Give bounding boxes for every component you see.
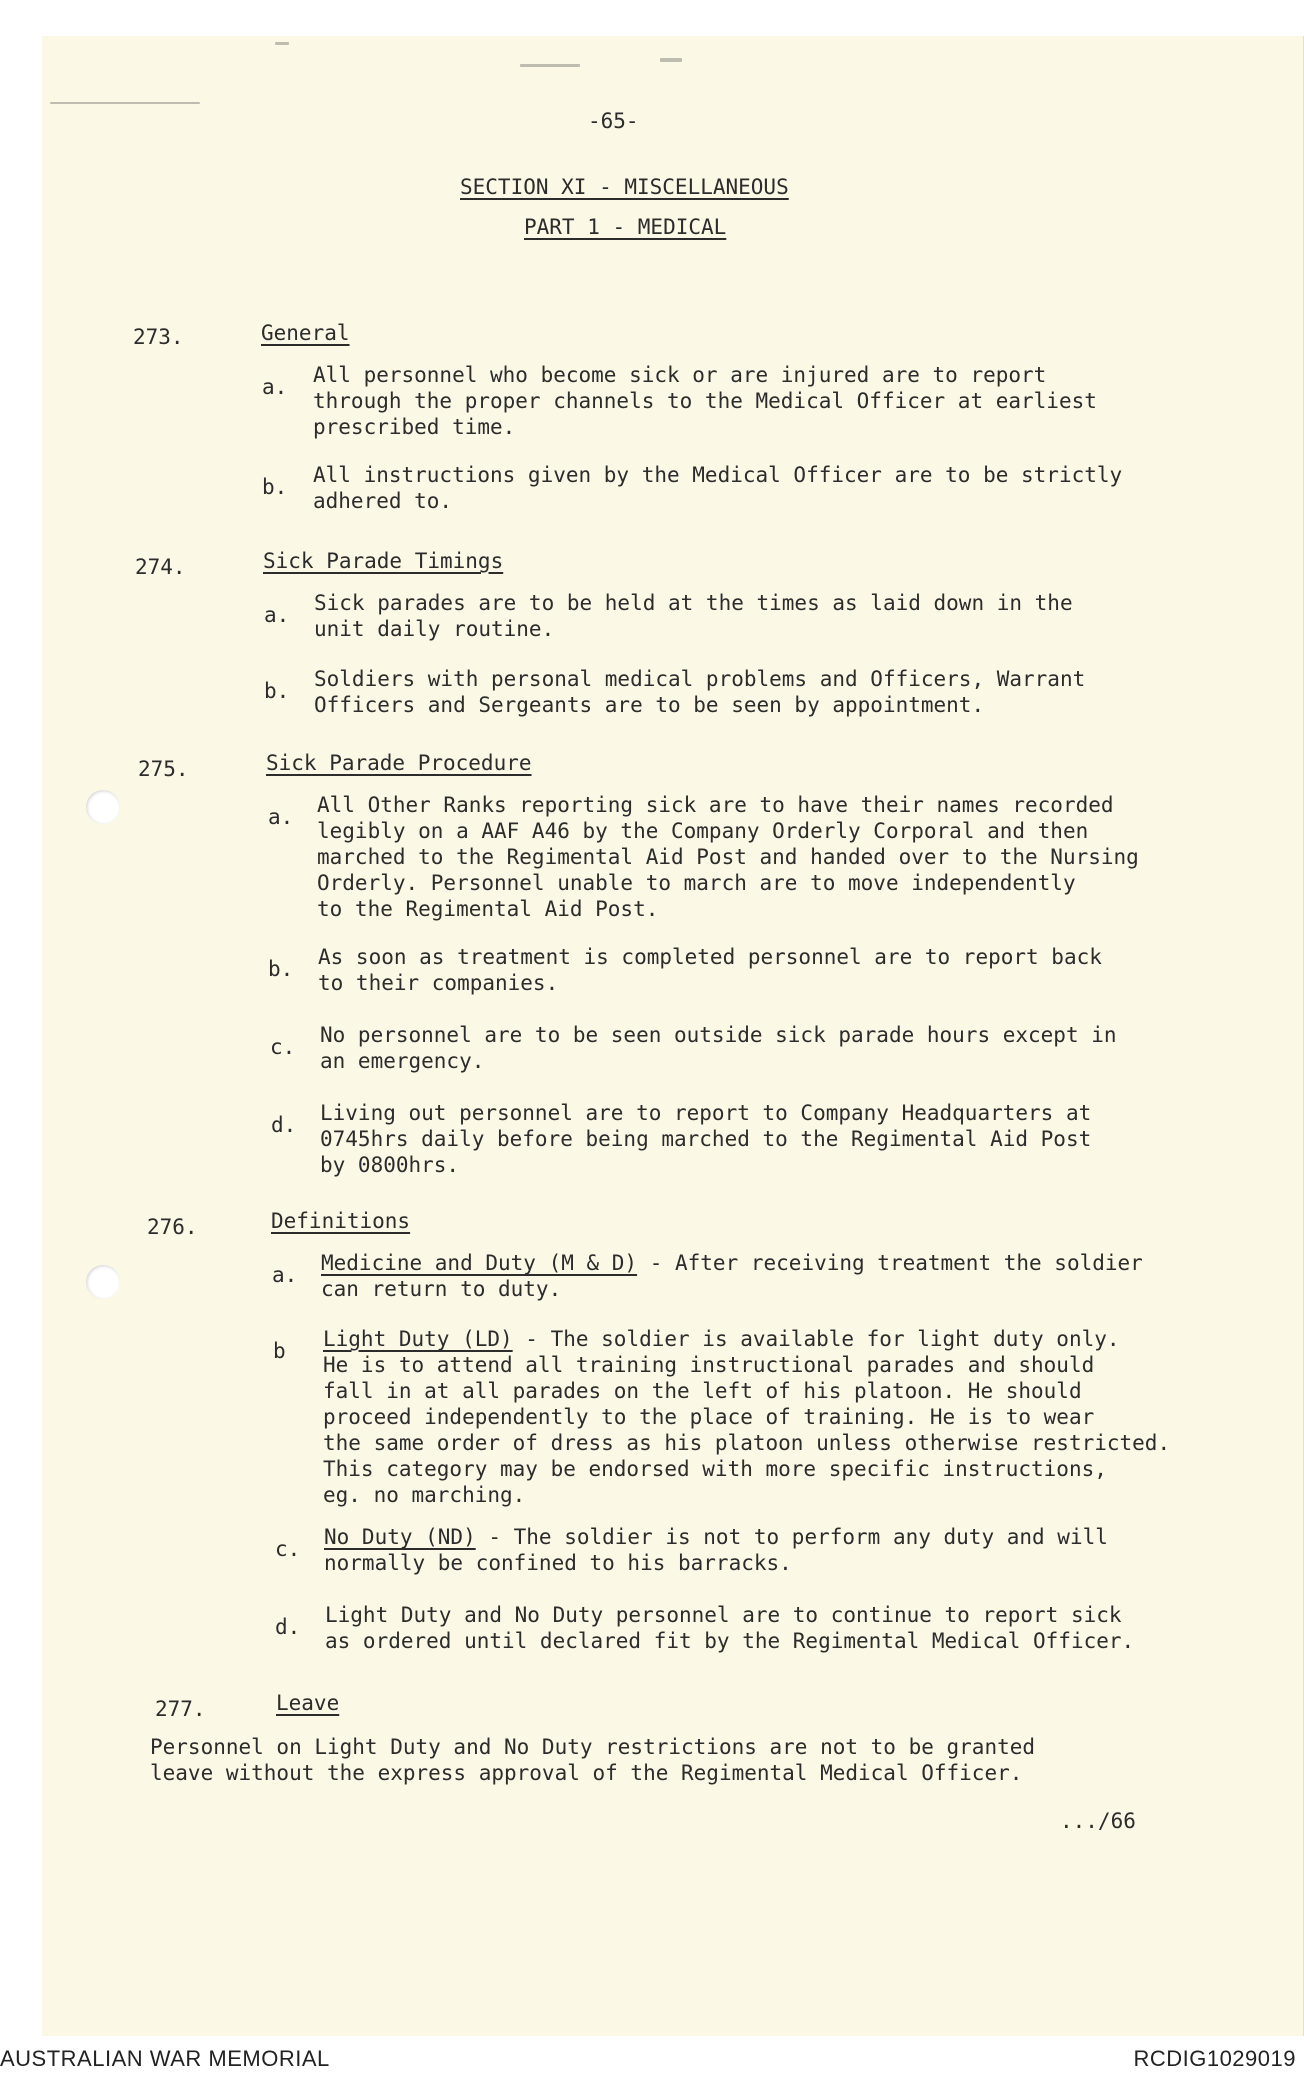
definition-text: - After receiving treatment the soldier can return to duty. bbox=[321, 1251, 1143, 1301]
item-letter: d. bbox=[275, 1615, 301, 1639]
item-letter: d. bbox=[271, 1113, 297, 1137]
paper-mark bbox=[520, 64, 580, 67]
item-text: All personnel who become sick or are injured are to report through the proper channels to the Medical Officer at earliest prescribed time. bbox=[313, 363, 1097, 439]
item-text: Light Duty and No Duty personnel are to continue to report sick as ordered until declared fit by the Regimental Medical Officer. bbox=[325, 1603, 1135, 1653]
item-letter: a. bbox=[272, 1263, 298, 1287]
definition-text: - The soldier is not to perform any duty and will normally be confined to his barracks. bbox=[324, 1525, 1108, 1575]
para-number-276: 276. bbox=[147, 1215, 198, 1239]
item-letter: b. bbox=[264, 679, 290, 703]
definition-text: - The soldier is available for light duty only. He is to attend all training instructional parades and should fall in at all parades on the left of his platoon. He should proceed independently to the place of training. He is to wear the same order of dress as his platoon unless otherwise restricted. This category may be endorsed with more specific instructions, eg. no marching. bbox=[323, 1327, 1171, 1507]
item-letter: b. bbox=[268, 957, 294, 981]
item-text: As soon as treatment is completed personnel are to report back to their companies. bbox=[318, 945, 1102, 995]
para-number-274: 274. bbox=[135, 555, 186, 579]
paper-mark bbox=[50, 102, 200, 104]
defined-term: Light Duty (LD) bbox=[323, 1327, 513, 1351]
item-letter: b. bbox=[262, 475, 288, 499]
part-title: PART 1 - MEDICAL bbox=[524, 215, 727, 239]
footer-archive-name: AUSTRALIAN WAR MEMORIAL bbox=[0, 2046, 330, 2071]
definition-medicine-and-duty bbox=[321, 1250, 1143, 1302]
item-text: Soldiers with personal medical problems and Officers, Warrant Officers and Sergeants are to be seen by appointment. bbox=[314, 667, 1086, 717]
section-title: SECTION XI - MISCELLANEOUS bbox=[460, 175, 789, 199]
item-letter: a. bbox=[262, 375, 288, 399]
item-text: Living out personnel are to report to Company Headquarters at 0745hrs daily before being marched to the Regimental Aid Post by 0800hrs. bbox=[320, 1101, 1092, 1177]
defined-term: Medicine and Duty (M & D) bbox=[321, 1251, 638, 1275]
paper-mark bbox=[275, 42, 289, 45]
item-text: Sick parades are to be held at the times as laid down in the unit daily routine. bbox=[314, 591, 1073, 641]
item-letter: b bbox=[273, 1339, 286, 1363]
heading-sick-parade-procedure: Sick Parade Procedure bbox=[266, 751, 532, 775]
item-text: All Other Ranks reporting sick are to have their names recorded legibly on a AAF A46 by the Company Orderly Corporal and then marched to the Regimental Aid Post and handed over to the Nursing Orderly. Personnel unable to march are to move independently to the Regimental Aid Post. bbox=[317, 793, 1139, 921]
heading-definitions: Definitions bbox=[271, 1209, 411, 1233]
heading-leave: Leave bbox=[276, 1691, 340, 1715]
item-letter: a. bbox=[268, 805, 294, 829]
paper-mark bbox=[660, 58, 682, 62]
page-number: -65- bbox=[588, 109, 639, 133]
footer-record-id: RCDIG1029019 bbox=[1133, 2046, 1296, 2071]
item-letter: c. bbox=[270, 1035, 296, 1059]
para-number-277: 277. bbox=[155, 1697, 206, 1721]
leave-paragraph: Personnel on Light Duty and No Duty restrictions are not to be granted leave without the express approval of the Regimental Medical Officer. bbox=[150, 1735, 1036, 1785]
heading-general: General bbox=[261, 321, 350, 345]
punch-hole bbox=[86, 1265, 120, 1299]
heading-sick-parade-timings: Sick Parade Timings bbox=[263, 549, 504, 573]
para-number-275: 275. bbox=[138, 757, 189, 781]
item-text: No personnel are to be seen outside sick parade hours except in an emergency. bbox=[320, 1023, 1117, 1073]
definition-no-duty bbox=[324, 1524, 1108, 1576]
continuation-marker: .../66 bbox=[1060, 1809, 1136, 1833]
item-letter: c. bbox=[275, 1537, 301, 1561]
punch-hole bbox=[86, 790, 120, 824]
definition-light-duty bbox=[323, 1326, 1170, 1508]
defined-term: No Duty (ND) bbox=[324, 1525, 476, 1549]
item-text: All instructions given by the Medical Officer are to be strictly adhered to. bbox=[313, 463, 1123, 513]
item-letter: a. bbox=[264, 603, 290, 627]
para-number-273: 273. bbox=[133, 325, 184, 349]
